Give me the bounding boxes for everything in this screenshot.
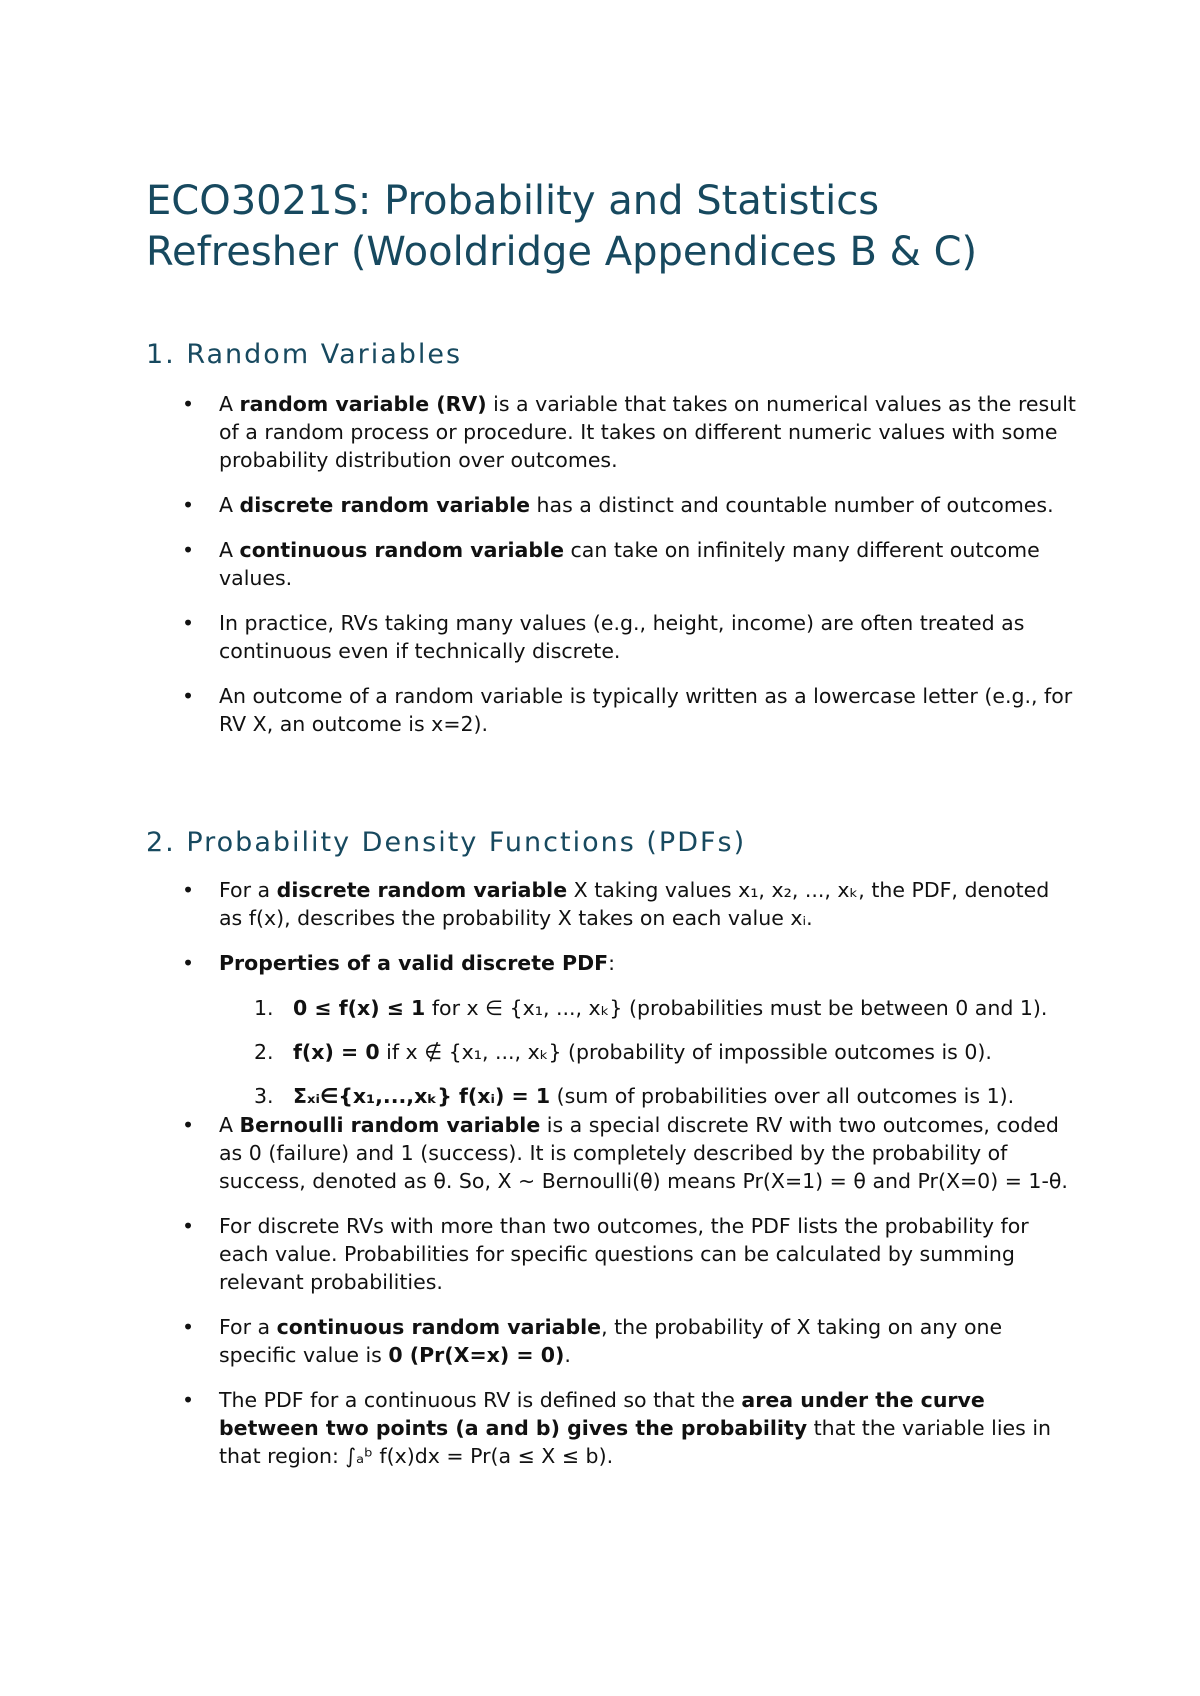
property-item: 3. Σₓᵢ∈{x₁,...,xₖ} f(xᵢ) = 1 (sum of probabilities over all outcomes is 1). [254,1084,1015,1108]
list-item: • The PDF for a continuous RV is defined so that the area under the curve between two points (a and b) gives the probability that the variable lies in that region: ∫ₐᵇ f(x)dx = Pr(a ≤ X ≤ b). [146,1386,1076,1470]
pdf-properties-list [218,994,1076,1110]
list-item: • Properties of a valid discrete PDF: 1. 0 ≤ f(x) ≤ 1 for x ∈ {x₁, ..., xₖ} (probabilities must be between 0 and 1). 2. f(x) = 0 if x ∉ {x₁, ..., xₖ} (probability of impossible outcomes is 0). 3. Σₓᵢ∈{x₁,...,xₖ} f(xᵢ) = 1 (sum of probabilities over all outcomes is 1). [146,949,1076,1110]
list-item: • For a discrete random variable X taking values x₁, x₂, ..., xₖ, the PDF, denoted as f(x), describes the probability X takes on each value xᵢ. [146,876,1076,932]
list-item: • A Bernoulli random variable is a special discrete RV with two outcomes, coded as 0 (failure) and 1 (success). It is completely described by the probability of success, denoted as θ. So, X ~ Bernoulli(θ) means Pr(X=1) = θ and Pr(X=0) = 1-θ. [146,1111,1076,1195]
title-line-2: Refresher (Wooldridge Appendices B & C) [146,229,978,275]
section-heading-pdfs: 2. Probability Density Functions (PDFs) [146,827,747,858]
list-item: • An outcome of a random variable is typically written as a lowercase letter (e.g., for RV X, an outcome is x=2). [146,682,1076,738]
pdfs-list [146,876,1076,1487]
list-item: • In practice, RVs taking many values (e.g., height, income) are often treated as continuous even if technically discrete. [146,609,1076,665]
list-item: • A random variable (RV) is a variable that takes on numerical values as the result of a random process or procedure. It takes on different numeric values with some probability distribution over outcomes. [146,390,1076,474]
list-item: • A continuous random variable can take on infinitely many different outcome values. [146,536,1076,592]
property-item: 1. 0 ≤ f(x) ≤ 1 for x ∈ {x₁, ..., xₖ} (probabilities must be between 0 and 1). [254,996,1048,1020]
property-item: 2. f(x) = 0 if x ∉ {x₁, ..., xₖ} (probability of impossible outcomes is 0). [254,1040,992,1064]
section-heading-random-variables: 1. Random Variables [146,339,463,370]
random-variables-list [146,390,1076,755]
list-item: • A discrete random variable has a distinct and countable number of outcomes. [146,491,1076,519]
list-item: • For discrete RVs with more than two outcomes, the PDF lists the probability for each value. Probabilities for specific questions can be calculated by summing relevant probabilities. [146,1212,1076,1296]
list-item: • For a continuous random variable, the probability of X taking on any one specific value is 0 (Pr(X=x) = 0). [146,1313,1076,1369]
document-title [146,176,1106,278]
title-line-1: ECO3021S: Probability and Statistics [146,178,880,224]
